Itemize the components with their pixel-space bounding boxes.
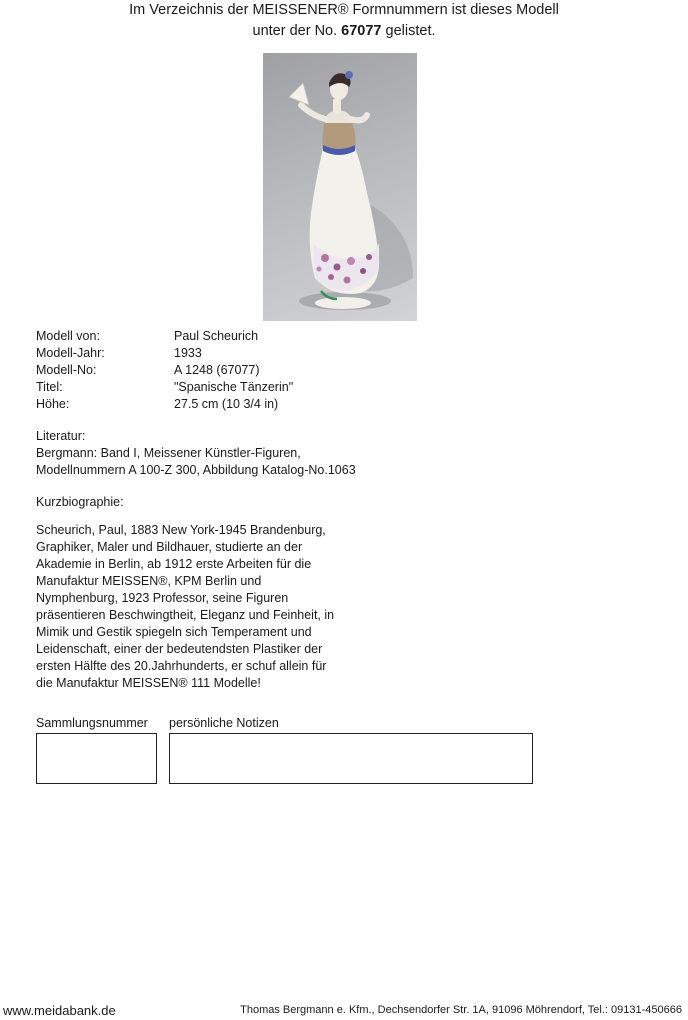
page-header xyxy=(0,0,688,42)
detail-value: 27.5 cm (10 3/4 in) xyxy=(174,397,279,411)
biography-line: Akademie in Berlin, ab 1912 erste Arbeiten für die xyxy=(36,557,312,571)
literature-line: Bergmann: Band I, Meissener Künstler-Figuren, xyxy=(36,446,301,460)
detail-label: Modell-No: xyxy=(36,363,97,377)
biography-line: Mimik und Gestik spiegeln sich Temperament und xyxy=(36,625,312,639)
detail-label: Modell-Jahr: xyxy=(36,346,105,360)
detail-label: Höhe: xyxy=(36,397,70,411)
biography-line: Graphiker, Maler und Bildhauer, studierte an der xyxy=(36,540,303,554)
biography-heading: Kurzbiographie: xyxy=(36,495,124,509)
detail-row-modell-von xyxy=(36,328,293,345)
personal-notes-field[interactable] xyxy=(169,733,533,784)
dancer-figurine-illustration xyxy=(263,53,417,321)
collection-number-field[interactable] xyxy=(36,733,157,784)
biography-line: Manufaktur MEISSEN®, KPM Berlin und xyxy=(36,574,262,588)
detail-value: A 1248 (67077) xyxy=(174,363,260,377)
header-line-2-suffix: gelistet. xyxy=(381,23,436,39)
detail-row-hoehe xyxy=(36,396,293,413)
website-link[interactable]: www.meidabank.de xyxy=(3,1003,116,1018)
literature-section xyxy=(36,428,376,479)
biography-line: präsentieren Beschwingtheit, Eleganz und Feinheit, in xyxy=(36,608,335,622)
figurine-photo xyxy=(263,53,417,321)
detail-row-modell-no xyxy=(36,362,293,379)
model-number: 67077 xyxy=(341,23,382,39)
detail-value: 1933 xyxy=(174,346,202,360)
detail-label: Modell von: xyxy=(36,329,100,343)
personal-notes-label: persönliche Notizen xyxy=(169,716,279,730)
biography-text xyxy=(36,522,376,692)
model-details xyxy=(36,328,293,413)
detail-label: Titel: xyxy=(36,380,63,394)
literature-heading: Literatur: xyxy=(36,429,86,443)
header-line-2 xyxy=(0,21,688,42)
detail-row-titel xyxy=(36,379,293,396)
footer-address: Thomas Bergmann e. Kfm., Dechsendorfer Str. 1A, 91096 Möhrendorf, Tel.: 09131-450666 xyxy=(240,1004,682,1016)
detail-value: "Spanische Tänzerin" xyxy=(174,380,294,394)
collection-number-label: Sammlungsnummer xyxy=(36,716,148,730)
literature-line: Modellnummern A 100-Z 300, Abbildung Katalog-No.1063 xyxy=(36,463,356,477)
biography-line: Scheurich, Paul, 1883 New York-1945 Brandenburg, xyxy=(36,523,326,537)
header-line-2-prefix: unter der No. xyxy=(252,23,342,39)
detail-value: Paul Scheurich xyxy=(174,329,259,343)
biography-line: ersten Hälfte des 20.Jahrhunderts, er schuf allein für xyxy=(36,659,327,673)
detail-row-modell-jahr xyxy=(36,345,293,362)
biography-line: die Manufaktur MEISSEN® 111 Modelle! xyxy=(36,676,261,690)
biography-line: Nymphenburg, 1923 Professor, seine Figuren xyxy=(36,591,289,605)
biography-line: Leidenschaft, einer der bedeutendsten Plastiker der xyxy=(36,642,323,656)
header-line-1: Im Verzeichnis der MEISSENER® Formnummern ist dieses Modell xyxy=(129,2,559,18)
